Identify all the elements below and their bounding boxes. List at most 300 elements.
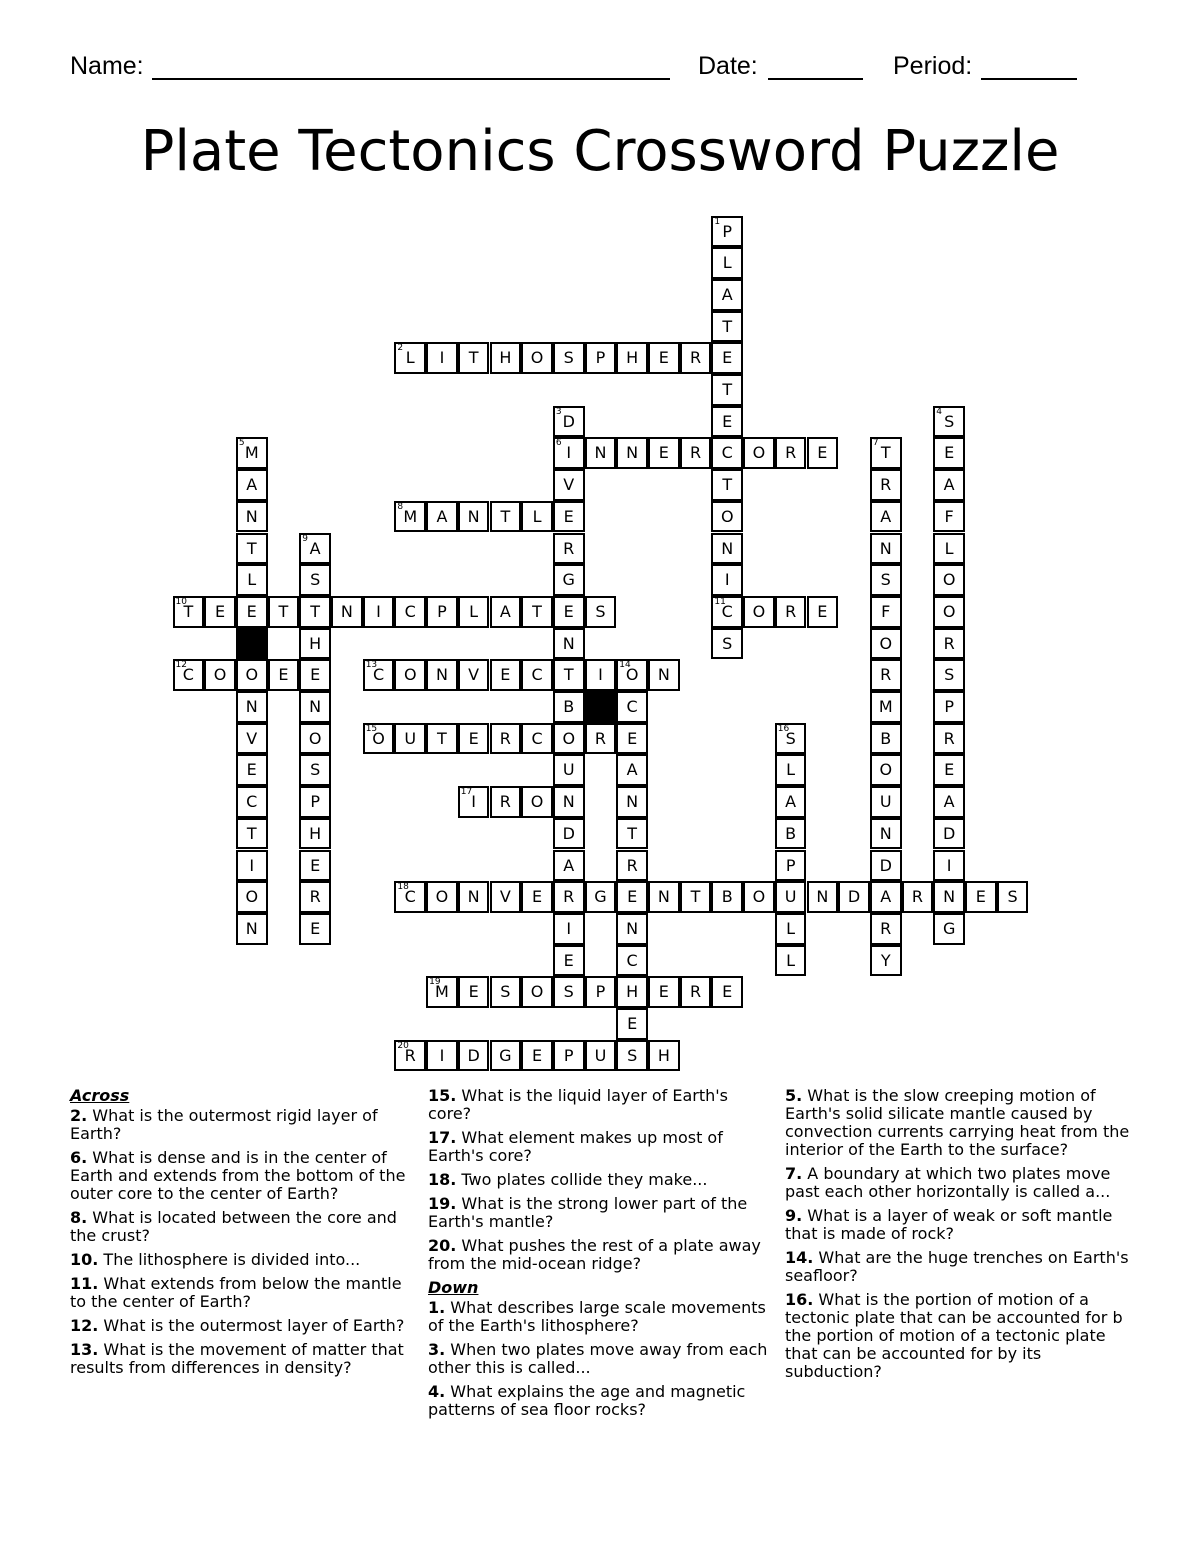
grid-cell[interactable] bbox=[711, 247, 743, 279]
grid-cell[interactable] bbox=[648, 342, 680, 374]
cell-letter: T bbox=[627, 823, 638, 843]
cell-letter: C bbox=[372, 665, 385, 685]
grid-cell[interactable] bbox=[648, 881, 680, 913]
grid-cell[interactable] bbox=[933, 501, 965, 533]
cell-letter: E bbox=[246, 760, 257, 780]
grid-cell[interactable] bbox=[553, 501, 585, 533]
grid-cell[interactable] bbox=[965, 881, 997, 913]
clue-item-number: 8. bbox=[70, 1208, 88, 1227]
grid-cell[interactable] bbox=[553, 945, 585, 977]
grid-cell[interactable] bbox=[711, 311, 743, 343]
grid-cell[interactable] bbox=[553, 342, 585, 374]
cell-letter: I bbox=[946, 855, 952, 875]
grid-cell[interactable] bbox=[585, 723, 617, 755]
grid-cell[interactable] bbox=[299, 850, 331, 882]
grid-cell[interactable] bbox=[933, 628, 965, 660]
grid-cell[interactable] bbox=[616, 818, 648, 850]
grid-cell[interactable] bbox=[933, 469, 965, 501]
grid-cell[interactable] bbox=[870, 754, 902, 786]
clue-item bbox=[428, 1195, 773, 1231]
grid-cell[interactable] bbox=[933, 818, 965, 850]
cell-letter: O bbox=[308, 728, 322, 748]
cell-letter: E bbox=[531, 887, 543, 907]
grid-cell[interactable] bbox=[236, 469, 268, 501]
across-heading: Across bbox=[70, 1086, 130, 1105]
down-heading: Down bbox=[428, 1278, 479, 1297]
grid-cell[interactable] bbox=[616, 723, 648, 755]
grid-cell[interactable] bbox=[521, 786, 553, 818]
clue-item bbox=[785, 1291, 1130, 1381]
grid-cell[interactable] bbox=[553, 850, 585, 882]
grid-cell[interactable] bbox=[363, 659, 395, 691]
cell-letter: E bbox=[944, 760, 955, 780]
cell-letter: A bbox=[943, 475, 955, 495]
grid-cell[interactable] bbox=[553, 628, 585, 660]
cell-letter: O bbox=[879, 760, 893, 780]
grid-cell[interactable] bbox=[236, 659, 268, 691]
grid-cell[interactable] bbox=[870, 818, 902, 850]
grid-cell[interactable] bbox=[616, 1008, 648, 1040]
grid-cell[interactable] bbox=[553, 754, 585, 786]
cell-letter: L bbox=[944, 538, 954, 558]
grid-cell[interactable] bbox=[426, 723, 458, 755]
grid-cell[interactable] bbox=[236, 564, 268, 596]
clue-item bbox=[70, 1317, 415, 1335]
grid-cell[interactable] bbox=[870, 723, 902, 755]
clue-item-number: 5. bbox=[785, 1086, 803, 1105]
grid-cell[interactable] bbox=[299, 564, 331, 596]
grid-cell[interactable] bbox=[933, 596, 965, 628]
grid-cell[interactable] bbox=[236, 501, 268, 533]
grid-cell[interactable] bbox=[458, 501, 490, 533]
grid-cell[interactable] bbox=[711, 374, 743, 406]
cell-letter: B bbox=[721, 887, 733, 907]
cell-letter: N bbox=[245, 506, 258, 526]
grid-cell[interactable] bbox=[933, 913, 965, 945]
cell-letter: N bbox=[245, 918, 258, 938]
name-label: Name: bbox=[70, 52, 144, 80]
grid-cell[interactable] bbox=[553, 1040, 585, 1072]
clue-item-text: What is the outermost layer of Earth? bbox=[98, 1316, 405, 1335]
clue-item-text: What explains the age and magnetic patterns of sea floor rocks? bbox=[428, 1382, 746, 1419]
grid-cell[interactable] bbox=[648, 1040, 680, 1072]
cell-letter: E bbox=[278, 665, 289, 685]
cell-letter: L bbox=[786, 950, 796, 970]
grid-cell[interactable] bbox=[711, 628, 743, 660]
grid-cell[interactable] bbox=[870, 659, 902, 691]
grid-cell[interactable] bbox=[648, 659, 680, 691]
grid-cell[interactable] bbox=[870, 945, 902, 977]
grid-cell[interactable] bbox=[743, 437, 775, 469]
cell-letter: O bbox=[720, 506, 734, 526]
cell-letter: O bbox=[942, 570, 956, 590]
grid-cell[interactable] bbox=[426, 976, 458, 1008]
grid-cell[interactable] bbox=[775, 596, 807, 628]
grid-cell[interactable] bbox=[299, 818, 331, 850]
grid-cell[interactable] bbox=[933, 437, 965, 469]
grid-cell[interactable] bbox=[236, 913, 268, 945]
grid-cell[interactable] bbox=[616, 1040, 648, 1072]
clue-item-text: What pushes the rest of a plate away from the mid-ocean ridge? bbox=[428, 1236, 761, 1273]
grid-cell[interactable] bbox=[458, 596, 490, 628]
grid-cell[interactable] bbox=[299, 596, 331, 628]
grid-cell[interactable] bbox=[775, 913, 807, 945]
cell-letter: G bbox=[499, 1045, 512, 1065]
grid-cell[interactable] bbox=[299, 723, 331, 755]
cell-letter: L bbox=[405, 348, 415, 368]
clue-item-number: 9. bbox=[785, 1206, 803, 1225]
cell-letter: L bbox=[469, 601, 479, 621]
grid-cell[interactable] bbox=[299, 659, 331, 691]
grid-cell[interactable] bbox=[553, 564, 585, 596]
grid-cell[interactable] bbox=[458, 723, 490, 755]
clue-item-text: What is a layer of weak or soft mantle that is made of rock? bbox=[785, 1206, 1113, 1243]
grid-cell[interactable] bbox=[521, 659, 553, 691]
grid-cell[interactable] bbox=[616, 976, 648, 1008]
grid-cell[interactable] bbox=[585, 659, 617, 691]
grid-cell[interactable] bbox=[553, 976, 585, 1008]
grid-cell[interactable] bbox=[616, 850, 648, 882]
grid-cell[interactable] bbox=[585, 342, 617, 374]
grid-cell[interactable] bbox=[997, 881, 1029, 913]
grid-cell[interactable] bbox=[775, 881, 807, 913]
grid-cell[interactable] bbox=[616, 691, 648, 723]
grid-cell[interactable] bbox=[585, 881, 617, 913]
grid-cell[interactable] bbox=[616, 786, 648, 818]
grid-cell[interactable] bbox=[711, 406, 743, 438]
grid-cell[interactable] bbox=[490, 596, 522, 628]
cell-letter: N bbox=[562, 633, 575, 653]
cell-letter: I bbox=[439, 1045, 445, 1065]
grid-cell[interactable] bbox=[521, 596, 553, 628]
grid-cell[interactable] bbox=[299, 881, 331, 913]
grid-cell[interactable] bbox=[426, 501, 458, 533]
grid-cell[interactable] bbox=[394, 1040, 426, 1072]
grid-cell[interactable] bbox=[616, 881, 648, 913]
grid-cell[interactable] bbox=[236, 754, 268, 786]
grid-cell[interactable] bbox=[616, 754, 648, 786]
cell-letter: R bbox=[404, 1045, 416, 1065]
grid-cell[interactable] bbox=[521, 342, 553, 374]
grid-cell[interactable] bbox=[268, 596, 300, 628]
across-clue-list-continued bbox=[428, 1087, 773, 1273]
cell-letter: T bbox=[310, 601, 321, 621]
grid-cell[interactable] bbox=[616, 913, 648, 945]
grid-cell[interactable] bbox=[933, 786, 965, 818]
grid-cell[interactable] bbox=[490, 723, 522, 755]
grid-cell[interactable] bbox=[394, 342, 426, 374]
grid-cell[interactable] bbox=[711, 469, 743, 501]
grid-cell[interactable] bbox=[711, 342, 743, 374]
cell-letter: M bbox=[435, 982, 449, 1002]
grid-cell[interactable] bbox=[775, 818, 807, 850]
grid-cell[interactable] bbox=[299, 533, 331, 565]
grid-cell[interactable] bbox=[585, 437, 617, 469]
grid-cell[interactable] bbox=[775, 723, 807, 755]
cell-letter: C bbox=[721, 443, 733, 463]
grid-cell[interactable] bbox=[680, 342, 712, 374]
grid-cell[interactable] bbox=[236, 596, 268, 628]
grid-cell[interactable] bbox=[394, 723, 426, 755]
cell-letter: R bbox=[594, 728, 606, 748]
clue-item-text: What describes large scale movements of the Earth's lithosphere? bbox=[428, 1298, 766, 1335]
grid-cell[interactable] bbox=[933, 691, 965, 723]
grid-cell[interactable] bbox=[807, 881, 839, 913]
grid-cell[interactable] bbox=[870, 596, 902, 628]
clue-item-text: What is the portion of motion of a tectonic plate that can be accounted for b the portion of motion of a tectonic plate that can be accounted for by its subduction? bbox=[785, 1290, 1123, 1381]
black-cell bbox=[585, 691, 617, 723]
clue-item bbox=[428, 1383, 773, 1419]
grid-cell[interactable] bbox=[458, 786, 490, 818]
grid-cell[interactable] bbox=[236, 437, 268, 469]
grid-cell[interactable] bbox=[236, 786, 268, 818]
grid-cell[interactable] bbox=[870, 533, 902, 565]
cell-letter: R bbox=[880, 665, 892, 685]
cell-letter: O bbox=[942, 601, 956, 621]
grid-cell[interactable] bbox=[680, 437, 712, 469]
grid-cell[interactable] bbox=[236, 818, 268, 850]
grid-cell[interactable] bbox=[331, 596, 363, 628]
grid-cell[interactable] bbox=[268, 659, 300, 691]
grid-cell[interactable] bbox=[711, 564, 743, 596]
grid-cell[interactable] bbox=[711, 437, 743, 469]
grid-cell[interactable] bbox=[870, 691, 902, 723]
grid-cell[interactable] bbox=[490, 342, 522, 374]
grid-cell[interactable] bbox=[299, 754, 331, 786]
grid-cell[interactable] bbox=[711, 533, 743, 565]
cell-letter: P bbox=[310, 792, 320, 812]
grid-cell[interactable] bbox=[870, 501, 902, 533]
grid-cell[interactable] bbox=[933, 881, 965, 913]
grid-cell[interactable] bbox=[173, 659, 205, 691]
grid-cell[interactable] bbox=[521, 1040, 553, 1072]
grid-cell[interactable] bbox=[616, 945, 648, 977]
grid-cell[interactable] bbox=[458, 659, 490, 691]
grid-cell[interactable] bbox=[394, 596, 426, 628]
page-title: Plate Tectonics Crossword Puzzle bbox=[140, 119, 1060, 184]
cell-letter: U bbox=[879, 792, 892, 812]
grid-cell[interactable] bbox=[426, 342, 458, 374]
grid-cell[interactable] bbox=[236, 850, 268, 882]
grid-cell[interactable] bbox=[933, 723, 965, 755]
grid-cell[interactable] bbox=[775, 850, 807, 882]
grid-cell[interactable] bbox=[553, 469, 585, 501]
grid-cell[interactable] bbox=[458, 342, 490, 374]
grid-cell[interactable] bbox=[299, 913, 331, 945]
cell-letter: O bbox=[752, 887, 766, 907]
down-clue-list-continued bbox=[785, 1087, 1130, 1381]
grid-cell[interactable] bbox=[870, 469, 902, 501]
grid-cell[interactable] bbox=[521, 881, 553, 913]
clue-number: 19 bbox=[429, 977, 441, 988]
grid-cell[interactable] bbox=[585, 976, 617, 1008]
grid-cell[interactable] bbox=[553, 406, 585, 438]
grid-cell[interactable] bbox=[553, 533, 585, 565]
down-clue-list bbox=[428, 1299, 773, 1419]
grid-cell[interactable] bbox=[775, 437, 807, 469]
grid-cell[interactable] bbox=[775, 945, 807, 977]
cell-letter: N bbox=[626, 918, 639, 938]
grid-cell[interactable] bbox=[521, 501, 553, 533]
grid-cell[interactable] bbox=[426, 659, 458, 691]
grid-cell[interactable] bbox=[870, 881, 902, 913]
cell-letter: O bbox=[625, 665, 639, 685]
grid-cell[interactable] bbox=[711, 501, 743, 533]
cell-letter: I bbox=[566, 443, 572, 463]
cell-letter: V bbox=[246, 728, 258, 748]
grid-cell[interactable] bbox=[648, 437, 680, 469]
grid-cell[interactable] bbox=[680, 881, 712, 913]
grid-cell[interactable] bbox=[426, 596, 458, 628]
cell-letter: E bbox=[658, 443, 669, 463]
grid-cell[interactable] bbox=[299, 691, 331, 723]
clue-item-number: 20. bbox=[428, 1236, 457, 1255]
grid-cell[interactable] bbox=[490, 659, 522, 691]
grid-cell[interactable] bbox=[394, 881, 426, 913]
grid-cell[interactable] bbox=[490, 881, 522, 913]
grid-cell[interactable] bbox=[870, 437, 902, 469]
grid-cell[interactable] bbox=[870, 850, 902, 882]
cell-letter: S bbox=[785, 728, 796, 748]
grid-cell[interactable] bbox=[363, 596, 395, 628]
cell-letter: D bbox=[879, 855, 892, 875]
cell-letter: R bbox=[943, 633, 955, 653]
cell-letter: R bbox=[689, 348, 702, 368]
grid-cell[interactable] bbox=[394, 659, 426, 691]
grid-cell[interactable] bbox=[426, 881, 458, 913]
grid-cell[interactable] bbox=[553, 596, 585, 628]
grid-cell[interactable] bbox=[490, 786, 522, 818]
grid-cell[interactable] bbox=[553, 691, 585, 723]
grid-cell[interactable] bbox=[743, 596, 775, 628]
grid-cell[interactable] bbox=[711, 596, 743, 628]
cell-letter: E bbox=[627, 728, 638, 748]
date-label: Date: bbox=[698, 52, 758, 80]
grid-cell[interactable] bbox=[933, 850, 965, 882]
cell-letter: S bbox=[880, 570, 891, 590]
grid-cell[interactable] bbox=[553, 437, 585, 469]
grid-cell[interactable] bbox=[236, 533, 268, 565]
grid-cell[interactable] bbox=[616, 342, 648, 374]
grid-cell[interactable] bbox=[870, 628, 902, 660]
cell-letter: I bbox=[724, 570, 730, 590]
grid-cell[interactable] bbox=[680, 976, 712, 1008]
grid-cell[interactable] bbox=[394, 501, 426, 533]
clue-item bbox=[70, 1275, 415, 1311]
cell-letter: P bbox=[722, 221, 733, 241]
clue-item-number: 12. bbox=[70, 1316, 99, 1335]
grid-cell[interactable] bbox=[204, 659, 236, 691]
grid-cell[interactable] bbox=[553, 786, 585, 818]
grid-cell[interactable] bbox=[521, 976, 553, 1008]
grid-cell[interactable] bbox=[236, 881, 268, 913]
cell-letter: L bbox=[722, 253, 732, 273]
cell-letter: E bbox=[627, 887, 638, 907]
grid-cell[interactable] bbox=[521, 723, 553, 755]
grid-cell[interactable] bbox=[458, 1040, 490, 1072]
cell-letter: E bbox=[563, 506, 574, 526]
cell-letter: O bbox=[245, 887, 259, 907]
cell-letter: T bbox=[722, 475, 733, 495]
grid-cell[interactable] bbox=[553, 659, 585, 691]
grid-cell[interactable] bbox=[490, 976, 522, 1008]
grid-cell[interactable] bbox=[933, 533, 965, 565]
cell-letter: P bbox=[785, 855, 796, 875]
grid-cell[interactable] bbox=[553, 881, 585, 913]
cell-letter: R bbox=[880, 475, 892, 495]
grid-cell[interactable] bbox=[870, 786, 902, 818]
grid-cell[interactable] bbox=[363, 723, 395, 755]
cell-letter: G bbox=[562, 570, 575, 590]
grid-cell[interactable] bbox=[585, 596, 617, 628]
grid-cell[interactable] bbox=[236, 691, 268, 723]
grid-cell[interactable] bbox=[807, 596, 839, 628]
grid-cell[interactable] bbox=[616, 659, 648, 691]
grid-cell[interactable] bbox=[933, 659, 965, 691]
cell-letter: Y bbox=[880, 950, 891, 970]
grid-cell[interactable] bbox=[902, 881, 934, 913]
grid-cell[interactable] bbox=[933, 406, 965, 438]
grid-cell[interactable] bbox=[870, 564, 902, 596]
clue-number: 11 bbox=[714, 596, 726, 607]
clue-item-text: What is the movement of matter that results from differences in density? bbox=[70, 1340, 404, 1377]
grid-cell[interactable] bbox=[775, 754, 807, 786]
cell-letter: N bbox=[562, 792, 575, 812]
cell-letter: P bbox=[595, 348, 606, 368]
grid-cell[interactable] bbox=[585, 1040, 617, 1072]
grid-cell[interactable] bbox=[616, 437, 648, 469]
grid-cell[interactable] bbox=[870, 913, 902, 945]
cell-letter: E bbox=[468, 982, 479, 1002]
grid-cell[interactable] bbox=[711, 279, 743, 311]
grid-cell[interactable] bbox=[490, 1040, 522, 1072]
cell-letter: C bbox=[246, 792, 258, 812]
clue-item bbox=[428, 1087, 773, 1123]
grid-cell[interactable] bbox=[553, 913, 585, 945]
cell-letter: E bbox=[722, 411, 733, 431]
grid-cell[interactable] bbox=[775, 786, 807, 818]
grid-cell[interactable] bbox=[458, 881, 490, 913]
grid-cell[interactable] bbox=[490, 501, 522, 533]
grid-cell[interactable] bbox=[807, 437, 839, 469]
grid-cell[interactable] bbox=[236, 723, 268, 755]
grid-cell[interactable] bbox=[838, 881, 870, 913]
cell-letter: T bbox=[690, 887, 701, 907]
grid-cell[interactable] bbox=[648, 976, 680, 1008]
grid-cell[interactable] bbox=[204, 596, 236, 628]
grid-cell[interactable] bbox=[743, 881, 775, 913]
cell-letter: H bbox=[309, 633, 322, 653]
grid-cell[interactable] bbox=[299, 786, 331, 818]
grid-cell[interactable] bbox=[711, 881, 743, 913]
grid-cell[interactable] bbox=[711, 216, 743, 248]
grid-cell[interactable] bbox=[173, 596, 205, 628]
grid-cell[interactable] bbox=[553, 818, 585, 850]
clue-number: 16 bbox=[777, 723, 790, 734]
clue-item bbox=[785, 1249, 1130, 1285]
grid-cell[interactable] bbox=[458, 976, 490, 1008]
grid-cell[interactable] bbox=[933, 754, 965, 786]
cell-letter: R bbox=[689, 443, 702, 463]
clue-number: 12 bbox=[175, 660, 187, 671]
grid-cell[interactable] bbox=[933, 564, 965, 596]
grid-cell[interactable] bbox=[711, 976, 743, 1008]
cell-letter: I bbox=[566, 918, 572, 938]
grid-cell[interactable] bbox=[426, 1040, 458, 1072]
grid-cell[interactable] bbox=[553, 723, 585, 755]
grid-cell[interactable] bbox=[299, 628, 331, 660]
cell-letter: L bbox=[786, 760, 796, 780]
